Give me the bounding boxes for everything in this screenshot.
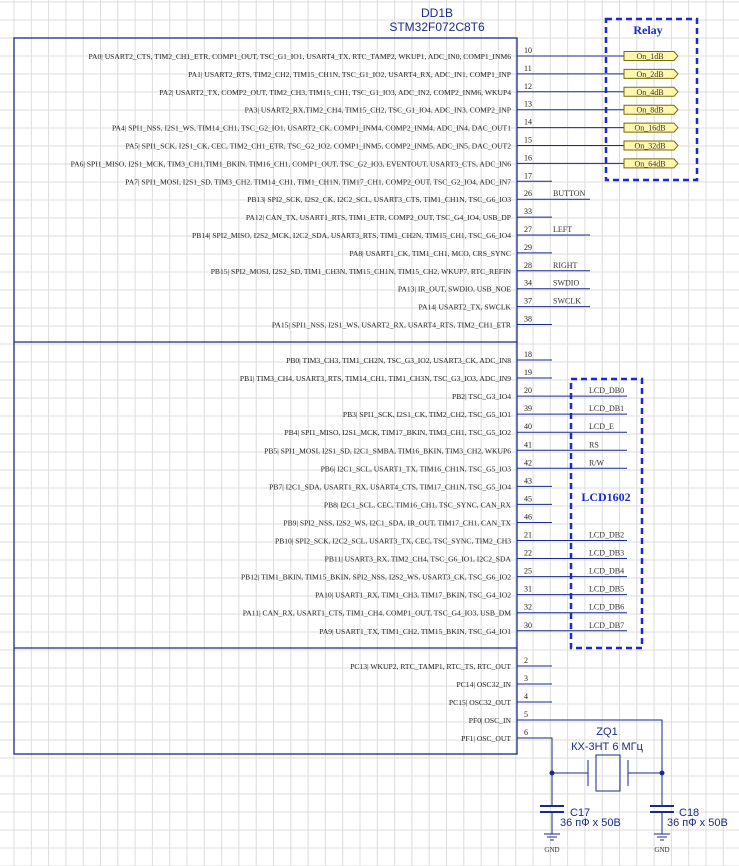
net-label: LCD_DB0 bbox=[589, 386, 625, 396]
pin-row bbox=[275, 531, 627, 546]
pin-function-label: PA15| SPI1_NSS, I2S1_WS, USART2_RX, USART4_RTS, TIM2_CH1_ETR bbox=[271, 320, 511, 330]
pin-function-label: PB2| TSC_G3_IO4 bbox=[452, 392, 511, 402]
pin-number: 26 bbox=[524, 189, 532, 199]
crystal-zq1 bbox=[588, 755, 628, 791]
pin-number: 27 bbox=[524, 225, 532, 234]
net-label: RIGHT bbox=[553, 260, 578, 270]
net-label: LCD_DB4 bbox=[589, 566, 625, 576]
pin-function-label: PB7| I2C1_SDA, USART1_RX, USART4_CTS, TIM17_CH1N, TSC_G5_IO4 bbox=[269, 482, 511, 492]
relay-port-label: On_8dB bbox=[636, 105, 664, 115]
net-label: LCD_DB6 bbox=[589, 602, 625, 612]
pin-row bbox=[449, 692, 552, 707]
pin-number: 17 bbox=[524, 171, 532, 181]
pin-function-label: PA4| SPI1_NSS, I2S1_WS, TIM14_CH1, TSC_G2_IO1, USART2_CK, COMP1_INM4, COMP2_INM4, ADC_IN4, DAC_OUT1 bbox=[111, 123, 511, 133]
pin-row bbox=[243, 603, 627, 618]
pin-row bbox=[71, 153, 552, 168]
net-label: SWCLK bbox=[553, 296, 581, 306]
gnd-icon bbox=[544, 834, 560, 840]
lcd-title: LCD1602 bbox=[581, 490, 631, 504]
pin-number: 12 bbox=[524, 81, 532, 91]
pin-row bbox=[246, 207, 552, 222]
pin-function-label: PF1| OSC_OUT bbox=[461, 734, 511, 743]
pin-list bbox=[71, 46, 627, 743]
c17-value: 36 пФ х 50В bbox=[560, 817, 621, 829]
pin-row bbox=[343, 404, 627, 419]
pin-number: 22 bbox=[524, 548, 532, 558]
relay-port-label: On_1dB bbox=[636, 52, 664, 61]
net-label: LCD_DB7 bbox=[589, 620, 625, 630]
net-label: RS bbox=[589, 440, 599, 450]
pin-function-label: PA6| SPI1_MISO, I2S1_MCK, TIM3_CH1,TIM1_BKIN, TIM16_CH1, COMP1_OUT, TSC_G2_IO3, EVENTOUT, USART3_CTS, ADC_IN6 bbox=[70, 159, 511, 169]
pin-row bbox=[284, 422, 627, 437]
pin-function-label: PB0| TIM3_CH3, TIM1_CH2N, TSC_G3_IO2, USART3_CK, ADC_IN8 bbox=[286, 356, 511, 365]
net-label: LCD_DB3 bbox=[589, 548, 625, 558]
relay-port-label: On_16dB bbox=[634, 123, 666, 133]
net-label: LEFT bbox=[553, 225, 573, 234]
pin-number: 6 bbox=[524, 728, 528, 737]
pin-row bbox=[319, 621, 627, 636]
pin-function-label: PB12| TIM1_BKIN, TIM15_BKIN, SPI2_NSS, I2S2_WS, USART3_CK, TSC_G6_IO2 bbox=[240, 572, 511, 582]
chip-part: STM32F072C8T6 bbox=[389, 20, 485, 34]
pin-number: 32 bbox=[524, 602, 532, 612]
pin-number: 39 bbox=[524, 404, 532, 414]
pin-number: 5 bbox=[524, 710, 528, 719]
pin-number: 29 bbox=[524, 242, 532, 252]
pin-function-label: PA1| USART2_RTS, TIM2_CH2, TIM15_CH1N, TSC_G1_IO2, USART4_RX, ADC_IN1, COMP1_INP bbox=[188, 69, 511, 79]
relay-port-label: On_2dB bbox=[636, 69, 664, 79]
pin-row bbox=[247, 189, 590, 204]
pin-row bbox=[418, 297, 590, 312]
c18-ref: C18 bbox=[679, 807, 700, 819]
pin-number: 28 bbox=[524, 260, 532, 270]
pin-function-label: PB15| SPI2_MOSI, I2S2_SD, TIM1_CH3N, TIM15_CH1N, TIM15_CH2, WKUP7, RTC_REFIN bbox=[210, 266, 511, 276]
pin-number: 21 bbox=[524, 530, 532, 540]
chip-ref: DD1B bbox=[420, 6, 454, 20]
pin-number: 41 bbox=[524, 440, 532, 450]
relay-port-label: On_32dB bbox=[634, 141, 666, 151]
pin-function-label: PC13| WKUP2, RTC_TAMP1, RTC_TS, RTC_OUT bbox=[350, 662, 511, 671]
pin-row bbox=[350, 656, 552, 671]
pin-number: 20 bbox=[524, 386, 532, 396]
pin-function-label: PB13| SPI2_SCK, I2S2_CK, I2C2_SCL, USART3_CTS, TIM1_CH1N, TSC_G6_IO3 bbox=[247, 195, 511, 205]
crystal-value: КХ-3НТ 6 МГц bbox=[571, 741, 643, 753]
pin-row bbox=[461, 728, 552, 743]
pin-function-label: PA10| USART1_RX, TIM1_CH3, TIM17_BKIN, TSC_G4_IO2 bbox=[315, 590, 511, 600]
net-label: BUTTON bbox=[553, 189, 586, 199]
pin-number: 38 bbox=[524, 314, 532, 324]
pin-row bbox=[241, 567, 627, 582]
pin-row bbox=[125, 171, 552, 186]
pin-number: 43 bbox=[524, 476, 532, 486]
pin-number: 37 bbox=[524, 296, 532, 306]
pin-number: 19 bbox=[524, 368, 532, 378]
pin-number: 34 bbox=[524, 278, 532, 288]
osc-out-wire bbox=[517, 738, 552, 773]
pin-row bbox=[264, 440, 627, 455]
pin-row bbox=[315, 585, 627, 600]
pin-function-label: PA3| USART2_RX,TIM2_CH4, TIM15_CH2, TSC_G1_IO4, ADC_IN3, COMP2_INP bbox=[244, 105, 511, 115]
pin-number: 2 bbox=[524, 656, 528, 665]
relay-title: Relay bbox=[633, 23, 663, 37]
pin-function-label: PB11| USART3_RX, TIM2_CH4, TSC_G6_IO1, I2C2_SDA bbox=[324, 554, 511, 564]
pin-row bbox=[159, 82, 552, 97]
pin-row bbox=[349, 243, 552, 258]
pin-function-label: PB6| I2C1_SCL, USART1_TX, TIM16_CH1N, TSC_G5_IO3 bbox=[320, 464, 511, 474]
pin-row bbox=[321, 458, 627, 473]
gnd-label: GND bbox=[544, 846, 560, 854]
pin-function-label: PB8| I2C1_SCL, CEC, TIM16_CH1, TSC_SYNC, CAN_RX bbox=[323, 500, 511, 510]
gnd-label: GND bbox=[654, 846, 670, 854]
pin-function-label: PA8| USART1_CK, TIM1_CH1, MCO, CRS_SYNC bbox=[349, 248, 511, 258]
pin-number: 3 bbox=[524, 674, 528, 683]
pin-function-label: PA7| SPI1_MOSI, I2S1_SD, TIM3_CH2, TIM14_CH1, TIM1_CH1N, TIM17_CH1, COMP2_OUT, TSC_G2_IO4, ADC_IN7 bbox=[125, 177, 511, 187]
pin-number: 30 bbox=[524, 620, 532, 630]
net-label: LCD_DB2 bbox=[589, 530, 625, 540]
pin-function-label: PA9| USART1_TX, TIM1_CH2, TIM15_BKIN, TSC_G4_IO1 bbox=[319, 626, 511, 636]
pin-function-label: PF0| OSC_IN bbox=[468, 716, 511, 725]
pin-function-label: PB9| SPI2_NSS, I2S2_WS, I2C1_SDA, IR_OUT, TIM17_CH1, CAN_TX bbox=[283, 518, 511, 528]
pin-row bbox=[283, 512, 552, 527]
pin-function-label: PA14| USART2_TX, SWCLK bbox=[418, 302, 511, 312]
pin-row bbox=[269, 476, 552, 491]
pin-function-label: PA11| CAN_RX, USART1_CTS, TIM1_CH4, COMP1_OUT, TSC_G4_IO3, USB_DM bbox=[242, 608, 511, 618]
pin-number: 16 bbox=[524, 153, 532, 163]
net-label: R/W bbox=[589, 458, 605, 468]
pin-row bbox=[325, 549, 627, 564]
pin-number: 33 bbox=[524, 207, 532, 217]
pin-function-label: PB5| SPI1_MOSI, I2S1_SD, I2C1_SMBA, TIM16_BKIN, TIM3_CH2, WKUP6 bbox=[264, 446, 511, 456]
net-label: LCD_DB1 bbox=[589, 404, 625, 414]
pin-function-label: PA12| CAN_TX, USART1_RTS, TIM1_ETR, COMP2_OUT, TSC_G4_IO4, USB_DP bbox=[245, 213, 511, 223]
pin-number: 13 bbox=[524, 99, 532, 109]
pin-row bbox=[192, 225, 590, 240]
pin-row bbox=[88, 46, 552, 61]
pin-function-label: PB14| SPI2_MISO, I2S2_MCK, I2C2_SDA, USART3_RTS, TIM1_CH2N, TIM15_CH1, TSC_G6_IO4 bbox=[192, 231, 511, 240]
pin-row bbox=[286, 350, 552, 365]
pin-number: 15 bbox=[524, 135, 532, 145]
pin-number: 18 bbox=[524, 350, 532, 359]
pin-row bbox=[240, 368, 552, 383]
relay-ports bbox=[552, 52, 678, 169]
net-label: LCD_E bbox=[589, 422, 614, 432]
pin-function-label: PC15| OSC32_OUT bbox=[448, 698, 511, 707]
pin-row bbox=[452, 386, 627, 401]
pin-function-label: PB1| TIM3_CH4, USART3_RTS, TIM14_CH1, TIM1_CH3N, TSC_G3_IO3, ADC_IN9 bbox=[239, 374, 511, 384]
pin-function-label: PA5| SPI1_SCK, I2S1_CK, CEC, TIM2_CH1_ETR, TSC_G2_IO2, COMP1_INM5, COMP2_INM5, ADC_IN5, DAC_OUT2 bbox=[125, 141, 511, 151]
relay-port-label: On_64dB bbox=[634, 159, 666, 169]
pin-number: 31 bbox=[524, 584, 532, 594]
pin-number: 45 bbox=[524, 494, 532, 504]
pin-number: 42 bbox=[524, 458, 532, 468]
pin-number: 25 bbox=[524, 566, 532, 576]
pin-number: 46 bbox=[524, 512, 532, 522]
pin-row bbox=[324, 494, 552, 509]
pin-row bbox=[125, 136, 552, 151]
crystal-ref: ZQ1 bbox=[596, 726, 618, 738]
pin-row bbox=[398, 279, 590, 294]
pin-number: 14 bbox=[524, 117, 532, 127]
pin-function-label: PB10| SPI2_SCK, I2C2_SCL, USART3_TX, CEC, TSC_SYNC, TIM2_CH3 bbox=[274, 536, 511, 546]
c18-value: 36 пФ х 50В bbox=[667, 817, 728, 829]
pin-function-label: PB4| SPI1_MISO, I2S1_MCK, TIM17_BKIN, TIM3_CH1, TSC_G5_IO2 bbox=[284, 428, 511, 438]
pin-function-label: PC14| OSC32_IN bbox=[456, 680, 511, 689]
relay-port-label: On_4dB bbox=[636, 87, 664, 97]
pin-row bbox=[112, 118, 552, 133]
pin-row bbox=[188, 64, 552, 79]
gnd-icon bbox=[654, 834, 670, 840]
pin-number: 11 bbox=[524, 63, 532, 73]
net-label: LCD_DB5 bbox=[589, 584, 625, 594]
pin-function-label: PA0| USART2_CTS, TIM2_CH1_ETR, COMP1_OUT, TSC_G1_IO1, USART4_TX, RTC_TAMP2, WKUP1, ADC_IN0, COMP1_INM6 bbox=[88, 52, 511, 61]
c17-ref: C17 bbox=[570, 807, 591, 819]
pin-number: 40 bbox=[524, 422, 532, 432]
pin-function-label: PB3| SPI1_SCK, I2S1_CK, TIM2_CH2, TSC_G5_IO1 bbox=[342, 410, 511, 420]
pin-number: 4 bbox=[524, 692, 528, 701]
pin-function-label: PA13| IR_OUT, SWDIO, USB_NOE bbox=[397, 284, 511, 294]
pin-row bbox=[457, 674, 552, 689]
pin-number: 10 bbox=[524, 46, 532, 55]
pin-function-label: PA2| USART2_TX, COMP2_OUT, TIM2_CH3, TIM15_CH1, TSC_G1_IO3, ADC_IN2, COMP2_INM6, WKUP4 bbox=[159, 87, 511, 97]
net-label: SWDIO bbox=[553, 278, 580, 288]
